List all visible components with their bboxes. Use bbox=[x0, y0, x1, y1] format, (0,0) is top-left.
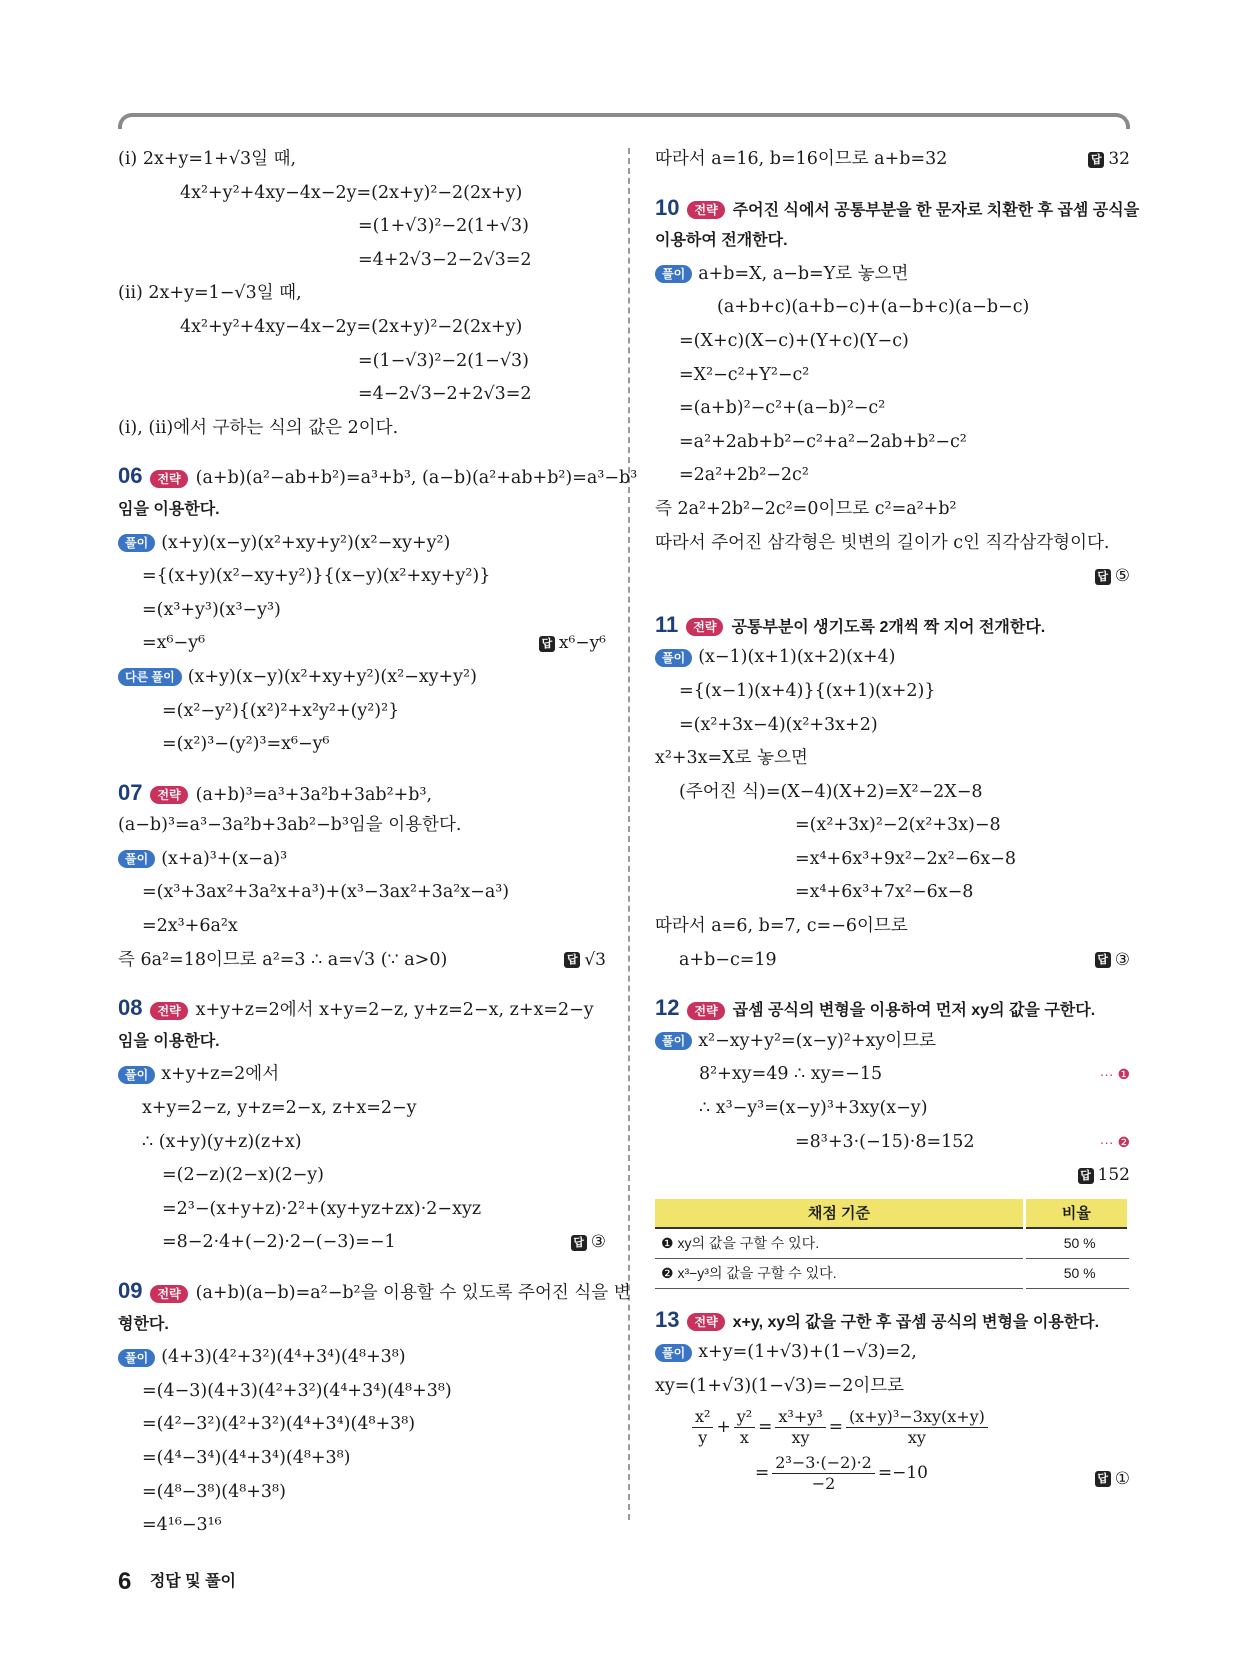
answer-mark: 답 ⑤ bbox=[1095, 560, 1130, 594]
alt-solution-line: =(x²−y²){(x²)²+x²y²+(y²)²} bbox=[162, 700, 400, 721]
solution-line: =2a²+2b²−2c² bbox=[679, 465, 809, 486]
solution-line: =(a+b)²−c²+(a−b)²−c² bbox=[679, 398, 886, 419]
right-column bbox=[655, 143, 1140, 1496]
strategy-text: (a−b)³=a³−3a²b+3ab²−b³임을 이용한다. bbox=[118, 815, 462, 836]
answer-line bbox=[655, 560, 1130, 594]
top-rule bbox=[118, 113, 1130, 129]
solution-line: 풀이 x+y=(1+√3)+(1−√3)=2, bbox=[655, 1336, 1130, 1370]
solution-line: x+y=2−z, y+z=2−x, z+x=2−y bbox=[142, 1098, 417, 1119]
solution-tag: 풀이 bbox=[655, 649, 692, 667]
solution-line: =(4⁸−3⁸)(4⁸+3⁸) bbox=[142, 1481, 286, 1502]
strategy-text: 형한다. bbox=[118, 1315, 169, 1333]
strategy-tag: 전략 bbox=[687, 1002, 724, 1020]
answer-mark: 답 ③ bbox=[571, 1226, 606, 1260]
answer-icon: 답 bbox=[571, 1235, 587, 1251]
strategy-tag: 전략 bbox=[686, 618, 723, 636]
problem-number: 11 bbox=[655, 611, 679, 637]
grading-table bbox=[655, 1199, 1130, 1289]
solution-line: 풀이 x²−xy+y²=(x−y)²+xy이므로 bbox=[655, 1025, 1130, 1059]
solution-line: x²+3x=X로 놓으면 bbox=[655, 748, 808, 769]
solution-line: =x⁴+6x³+9x²−2x²−6x−8 bbox=[795, 848, 1017, 869]
answer-mark: 답 ① bbox=[1095, 1456, 1130, 1502]
problem-number: 10 bbox=[655, 194, 680, 220]
left-column bbox=[118, 143, 638, 1543]
answer-mark: 답 32 bbox=[1088, 143, 1130, 177]
footer-label: 정답 및 풀이 bbox=[149, 1573, 236, 1590]
math-line: =(1−√3)²−2(1−√3) bbox=[358, 350, 529, 371]
solution-line: (a+b+c)(a+b−c)+(a−b+c)(a−b−c) bbox=[717, 297, 1030, 318]
table-header: 비율 bbox=[1024, 1199, 1128, 1228]
math-line: =4−2√3−2+2√3=2 bbox=[358, 384, 532, 405]
solution-line: =X²−c²+Y²−c² bbox=[679, 364, 810, 385]
strategy-tag: 전략 bbox=[150, 1285, 187, 1303]
solution-line: =x⁴+6x³+7x²−6x−8 bbox=[795, 882, 974, 903]
table-row: ❶ xy의 값을 구할 수 있다. 50 % bbox=[655, 1228, 1129, 1259]
alt-solution-line: =(x²)³−(y²)³=x⁶−y⁶ bbox=[162, 734, 330, 755]
strategy-text: 임을 이용한다. bbox=[118, 1032, 220, 1050]
solution-line: =4¹⁶−3¹⁶ bbox=[142, 1515, 222, 1536]
solution-line: 따라서 주어진 삼각형은 빗변의 길이가 c인 직각삼각형이다. bbox=[655, 532, 1110, 553]
solution-line: =(4−3)(4+3)(4²+3²)(4⁴+3⁴)(4⁸+3⁸) bbox=[142, 1380, 452, 1401]
problem-number: 07 bbox=[118, 779, 143, 805]
solution-line: 즉 6a²=18이므로 a²=3 ∴ a=√3 (∵ a>0) 답 √3 bbox=[118, 944, 606, 978]
solution-line: 즉 2a²+2b²−2c²=0이므로 c²=a²+b² bbox=[655, 498, 957, 519]
solution-line: =2³−(x+y+z)·2²+(xy+yz+zx)·2−xyz bbox=[162, 1198, 482, 1219]
solution-tag: 풀이 bbox=[655, 265, 692, 283]
continued-line: 따라서 a=16, b=16이므로 a+b=32 답 32 bbox=[655, 143, 1130, 177]
solution-line: xy=(1+√3)(1−√3)=−2이므로 bbox=[655, 1376, 905, 1396]
strategy-tag: 전략 bbox=[150, 786, 187, 804]
solution-line: =8³+3·(−15)·8=152 ··· ❷ bbox=[655, 1126, 1130, 1160]
fraction: $\frac{\text{x³+y³}}{xy}$ bbox=[775, 1407, 825, 1448]
answer-line bbox=[655, 1159, 1130, 1193]
solution-line: =(x³+y³)(x³−y³) bbox=[142, 599, 281, 620]
problem-06-strategy bbox=[118, 459, 638, 493]
solution-line: ={(x−1)(x+4)}{(x+1)(x+2)} bbox=[679, 680, 936, 701]
problem-number: 12 bbox=[655, 995, 680, 1021]
math-line: 4x²+y²+4xy−4x−2y=(2x+y)²−2(2x+y) bbox=[180, 182, 523, 203]
solution-line: =(x³+3ax²+3a²x+a³)+(x³−3ax²+3a²x−a³) bbox=[142, 882, 510, 903]
solution-line: =x⁶−y⁶ 답 x⁶−y⁶ bbox=[118, 627, 606, 661]
answer-icon: 답 bbox=[1095, 569, 1111, 585]
solution-line: 8²+xy=49 ∴ xy=−15 ··· ❶ bbox=[655, 1058, 1130, 1092]
problem-09-strategy: 09 전략 (a+b)(a−b)=a²−b²을 이용할 수 있도록 주어진 식을 변 bbox=[118, 1278, 631, 1303]
solution-line: ∴ x³−y³=(x−y)³+3xy(x−y) bbox=[699, 1098, 928, 1119]
fraction: $\frac{\text{x²}}{y}$ bbox=[692, 1407, 713, 1448]
page-number: 6 bbox=[118, 1568, 132, 1595]
solution-line: ∴ (x+y)(y+z)(z+x) bbox=[142, 1131, 302, 1152]
solution-line: =(x²+3x−4)(x²+3x+2) bbox=[679, 714, 878, 735]
strategy-text: (a+b)(a²−ab+b²)=a³+b³, (a−b)(a²+ab+b²)=a³−b³ bbox=[195, 468, 638, 489]
answer-icon: 답 bbox=[1088, 152, 1104, 168]
solution-line: =2x³+6a²x bbox=[142, 916, 238, 937]
solution-line: =(x²+3x)²−2(x²+3x)−8 bbox=[795, 815, 1001, 836]
fraction-equation: = $\frac{\text{2³−3·(−2)·2}}{-2}$ =−10 답 ① bbox=[655, 1450, 1130, 1496]
case-2-heading: (ⅱ) 2x+y=1−√3일 때, bbox=[118, 283, 302, 304]
problem-number: 13 bbox=[655, 1306, 680, 1332]
strategy-tag: 전략 bbox=[150, 470, 187, 488]
strategy-tag: 전략 bbox=[150, 1002, 187, 1020]
strategy-text: 임을 이용한다. bbox=[118, 500, 220, 518]
answer-icon: 답 bbox=[539, 636, 555, 652]
answer-mark: 답 √3 bbox=[564, 944, 606, 978]
page-footer bbox=[118, 1568, 236, 1596]
alt-solution-tag: 다른 풀이 bbox=[118, 668, 182, 686]
fraction-equation: $\frac{\text{x²}}{y}$ + $\frac{\text{y²}}{x}$ = $\frac{\text{x³+y³}}{xy}$ = $\frac{\text{(x+y)³−3xy(x+y)}}{xy}$ bbox=[655, 1404, 1130, 1450]
solution-tag: 풀이 bbox=[118, 1349, 155, 1367]
table-header: 채점 기준 bbox=[655, 1199, 1024, 1228]
solution-line: 풀이 (x+y)(x−y)(x²+xy+y²)(x²−xy+y²) bbox=[118, 527, 606, 561]
solution-line: 풀이 x+y+z=2에서 bbox=[118, 1058, 606, 1092]
fraction: $\frac{\text{(x+y)³−3xy(x+y)}}{xy}$ bbox=[846, 1407, 988, 1448]
step-marker: ··· ❶ bbox=[1099, 1066, 1130, 1083]
solution-tag: 풀이 bbox=[655, 1344, 692, 1362]
case-1-heading: (ⅰ) 2x+y=1+√3일 때, bbox=[118, 149, 297, 169]
strategy-tag: 전략 bbox=[687, 1313, 724, 1331]
strategy-text: 이용하여 전개한다. bbox=[655, 232, 788, 250]
solution-line: 풀이 (x+a)³+(x−a)³ bbox=[118, 843, 606, 877]
solution-line: 풀이 (4+3)(4²+3²)(4⁴+3⁴)(4⁸+3⁸) bbox=[118, 1341, 606, 1375]
fraction: $\frac{\text{2³−3·(−2)·2}}{-2}$ bbox=[772, 1453, 875, 1494]
solution-line: (주어진 식)=(X−4)(X+2)=X²−2X−8 bbox=[679, 781, 983, 802]
solution-line: =8−2·4+(−2)·2−(−3)=−1 답 ③ bbox=[118, 1226, 606, 1260]
solution-tag: 풀이 bbox=[118, 1066, 155, 1084]
step-marker: ··· ❷ bbox=[1099, 1133, 1130, 1150]
answer-mark: 답 152 bbox=[1078, 1159, 1130, 1193]
solution-tag: 풀이 bbox=[655, 1032, 692, 1050]
solution-line: =(4⁴−3⁴)(4⁴+3⁴)(4⁸+3⁸) bbox=[142, 1447, 351, 1468]
fraction: $\frac{\text{y²}}{x}$ bbox=[734, 1407, 755, 1448]
answer-icon: 답 bbox=[1095, 952, 1111, 968]
math-line: =(1+√3)²−2(1+√3) bbox=[358, 216, 529, 237]
table-row: ❷ x³−y³의 값을 구할 수 있다. 50 % bbox=[655, 1258, 1129, 1288]
problem-10-strategy: 10 전략 주어진 식에서 공통부분을 한 문자로 치환한 후 곱셈 공식을 bbox=[655, 194, 1140, 220]
alt-solution-line: 다른 풀이 (x+y)(x−y)(x²+xy+y²)(x²−xy+y²) bbox=[118, 661, 606, 695]
problem-07-strategy: 07 전략 (a+b)³=a³+3a²b+3ab²+b³, bbox=[118, 779, 433, 805]
solution-line: =(X+c)(X−c)+(Y+c)(Y−c) bbox=[679, 330, 909, 351]
solution-line: 풀이 a+b=X, a−b=Y로 놓으면 bbox=[655, 258, 1130, 292]
column-divider bbox=[628, 148, 630, 1520]
problem-11-strategy: 11 전략 공통부분이 생기도록 2개씩 짝 지어 전개한다. bbox=[655, 611, 1046, 637]
solution-line: =a²+2ab+b²−c²+a²−2ab+b²−c² bbox=[679, 431, 967, 452]
answer-icon: 답 bbox=[1095, 1471, 1111, 1487]
solution-line: =(2−z)(2−x)(2−y) bbox=[162, 1165, 324, 1186]
answer-icon: 답 bbox=[564, 952, 580, 968]
answer-icon: 답 bbox=[1078, 1168, 1094, 1184]
solution-tag: 풀이 bbox=[118, 534, 155, 552]
problem-08-strategy: 08 전략 x+y+z=2에서 x+y=2−z, y+z=2−x, z+x=2−y bbox=[118, 995, 594, 1021]
math-line: 4x²+y²+4xy−4x−2y=(2x+y)²−2(2x+y) bbox=[180, 316, 523, 337]
solution-tag: 풀이 bbox=[118, 850, 155, 868]
answer-mark: 답 x⁶−y⁶ bbox=[539, 627, 606, 661]
solution-line: ={(x+y)(x²−xy+y²)}{(x−y)(x²+xy+y²)} bbox=[142, 566, 491, 587]
math-line: =4+2√3−2−2√3=2 bbox=[358, 249, 532, 270]
problem-number: 06 bbox=[118, 463, 143, 489]
problem-13-strategy: 13 전략 x+y, xy의 값을 구한 후 곱셈 공식의 변형을 이용한다. bbox=[655, 1306, 1100, 1332]
answer-mark: 답 ③ bbox=[1095, 944, 1130, 978]
solution-line: =(4²−3²)(4²+3²)(4⁴+3⁴)(4⁸+3⁸) bbox=[142, 1414, 416, 1435]
solution-line: a+b−c=19 답 ③ bbox=[655, 944, 1130, 978]
solution-line: 따라서 a=6, b=7, c=−6이므로 bbox=[655, 916, 908, 937]
conclusion-line: (ⅰ), (ⅱ)에서 구하는 식의 값은 2이다. bbox=[118, 417, 399, 438]
solution-line: 풀이 (x−1)(x+1)(x+2)(x+4) bbox=[655, 641, 1130, 675]
strategy-tag: 전략 bbox=[687, 201, 724, 219]
problem-number: 09 bbox=[118, 1278, 143, 1303]
problem-number: 08 bbox=[118, 995, 143, 1021]
problem-12-strategy: 12 전략 곱셈 공식의 변형을 이용하여 먼저 xy의 값을 구한다. bbox=[655, 995, 1096, 1021]
